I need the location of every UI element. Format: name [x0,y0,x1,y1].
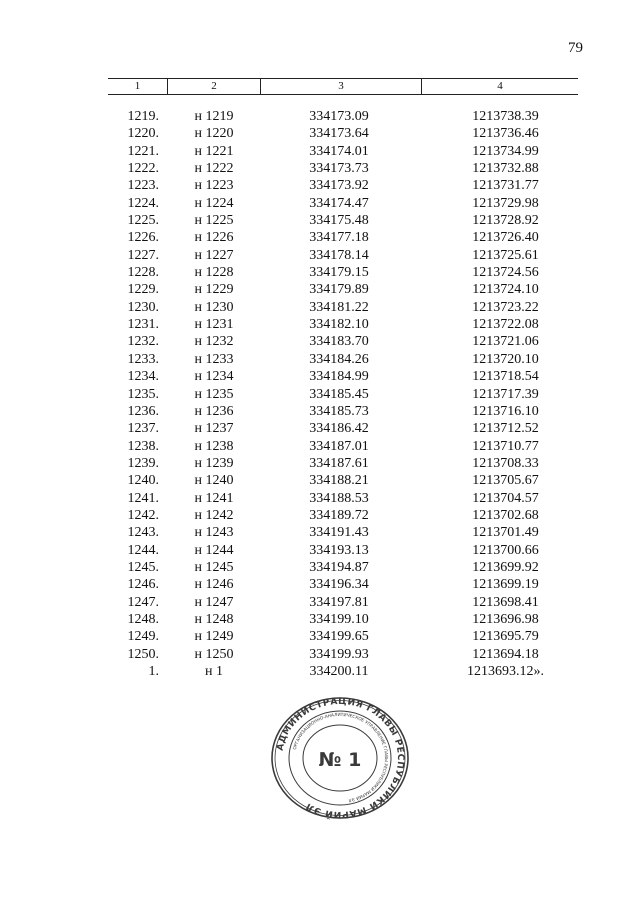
point-id: н 1 [205,664,223,679]
x-coordinate: 334197.81 [309,594,369,610]
point-id: н 1246 [194,577,234,593]
table-row [108,247,578,264]
point-id: н 1248 [194,611,234,627]
table-row [108,177,578,194]
table-row [108,559,578,576]
row-number: 1249. [127,629,159,645]
y-coordinate: 1213695.79 [472,629,539,645]
row-number: 1246. [127,577,159,593]
y-coordinate: 1213736.46 [472,126,539,142]
x-coordinate: 334173.92 [309,178,369,194]
point-id: н 1234 [194,369,234,385]
x-coordinate: 334174.47 [309,195,369,211]
point-id: н 1243 [194,525,234,541]
table-row [108,351,578,368]
x-coordinate: 334196.34 [309,577,369,593]
row-number: 1226. [127,230,159,246]
table-header [108,78,578,95]
point-id: н 1247 [194,594,234,610]
row-number: 1247. [127,594,159,610]
table-row [108,160,578,177]
x-coordinate: 334186.42 [309,421,369,437]
table-row [108,143,578,160]
row-number: 1234. [127,369,159,385]
point-id: н 1225 [194,213,234,229]
y-coordinate: 1213717.39 [472,386,539,402]
y-coordinate: 1213702.68 [472,507,539,523]
table-row [108,472,578,489]
row-number: 1232. [127,334,159,350]
point-id: н 1229 [194,282,234,298]
table-row [108,524,578,541]
y-coordinate: 1213725.61 [472,247,539,263]
y-coordinate: 1213734.99 [472,143,539,159]
table-row [108,108,578,125]
row-number: 1238. [127,438,159,454]
table-row [108,611,578,628]
row-number: 1237. [127,421,159,437]
x-coordinate: 334187.61 [309,455,369,471]
point-id: н 1228 [194,265,234,281]
row-number: 1233. [127,351,159,367]
x-coordinate: 334184.99 [309,369,369,385]
row-number: 1219. [127,109,159,124]
table-row [108,576,578,593]
x-coordinate: 334193.13 [309,542,369,558]
seal-number: № 1 [318,749,362,771]
y-coordinate: 1213723.22 [472,299,539,315]
row-number: 1227. [127,247,159,263]
table-row [108,594,578,611]
x-coordinate: 334177.18 [309,230,369,246]
x-coordinate: 334173.09 [309,109,369,124]
x-coordinate: 334194.87 [309,559,369,575]
row-number: 1250. [127,646,159,662]
y-coordinate: 1213738.39 [472,109,539,124]
table-row [108,646,578,663]
row-number: 1235. [127,386,159,402]
y-coordinate: 1213729.98 [472,195,539,211]
x-coordinate: 334184.26 [309,351,369,367]
point-id: н 1236 [194,403,234,419]
y-coordinate: 1213721.06 [472,334,539,350]
table-row [108,333,578,350]
column-header-1: 1 [108,79,168,94]
row-number: 1248. [127,611,159,627]
table-row [108,125,578,142]
x-coordinate: 334200.11 [309,664,369,679]
column-header-3: 3 [261,79,422,94]
y-coordinate: 1213701.49 [472,525,539,541]
row-number: 1241. [127,490,159,506]
y-coordinate: 1213732.88 [472,161,539,177]
point-id: н 1245 [194,559,234,575]
row-number: 1240. [127,473,159,489]
table-row [108,628,578,645]
table-row [108,386,578,403]
table-row [108,438,578,455]
x-coordinate: 334179.89 [309,282,369,298]
coordinates-table [108,108,578,680]
row-number: 1223. [127,178,159,194]
point-id: н 1230 [194,299,234,315]
point-id: н 1238 [194,438,234,454]
x-coordinate: 334188.21 [309,473,369,489]
x-coordinate: 334174.01 [309,143,369,159]
y-coordinate: 1213696.98 [472,611,539,627]
point-id: н 1219 [194,109,234,124]
point-id: н 1235 [194,386,234,402]
y-coordinate: 1213699.92 [472,559,539,575]
row-number: 1228. [127,265,159,281]
y-coordinate: 1213694.18 [472,646,539,662]
point-id: н 1227 [194,247,234,263]
y-coordinate: 1213718.54 [472,369,539,385]
row-number: 1245. [127,559,159,575]
x-coordinate: 334183.70 [309,334,369,350]
row-number: 1221. [127,143,159,159]
table-row [108,420,578,437]
point-id: н 1224 [194,195,234,211]
row-number: 1244. [127,542,159,558]
row-number: 1225. [127,213,159,229]
table-row [108,542,578,559]
y-coordinate: 1213724.56 [472,265,539,281]
x-coordinate: 334173.64 [309,126,369,142]
point-id: н 1249 [194,629,234,645]
point-id: н 1222 [194,161,234,177]
row-number: 1243. [127,525,159,541]
point-id: н 1239 [194,455,234,471]
table-row [108,455,578,472]
point-id: н 1220 [194,126,234,142]
x-coordinate: 334199.93 [309,646,369,662]
x-coordinate: 334189.72 [309,507,369,523]
row-number: 1231. [127,317,159,333]
point-id: н 1231 [194,317,234,333]
column-header-2: 2 [168,79,261,94]
point-id: н 1244 [194,542,234,558]
y-coordinate: 1213699.19 [472,577,539,593]
y-coordinate: 1213705.67 [472,473,539,489]
y-coordinate: 1213724.10 [472,282,539,298]
table-row [108,281,578,298]
row-number: 1222. [127,161,159,177]
x-coordinate: 334175.48 [309,213,369,229]
y-coordinate: 1213726.40 [472,230,539,246]
x-coordinate: 334185.73 [309,403,369,419]
y-coordinate: 1213728.92 [472,213,539,229]
x-coordinate: 334181.22 [309,299,369,315]
y-coordinate: 1213710.77 [472,438,539,454]
point-id: н 1250 [194,646,234,662]
point-id: н 1241 [194,490,234,506]
table-row [108,507,578,524]
point-id: н 1221 [194,143,234,159]
page-number: 79 [568,40,583,56]
table-row [108,195,578,212]
point-id: н 1242 [194,507,234,523]
row-number: 1. [148,664,159,679]
row-number: 1242. [127,507,159,523]
point-id: н 1237 [194,421,234,437]
y-coordinate: 1213708.33 [472,455,539,471]
table-row [108,490,578,507]
row-number: 1224. [127,195,159,211]
y-coordinate: 1213716.10 [472,403,539,419]
table-row [108,403,578,420]
seal-inner-text: ОРГАНИЗАЦИОННО-АНАЛИТИЧЕСКОЕ УПРАВЛЕНИЕ ГЛАВЫ РЕСПУБЛИКИ МАРИЙ ЭЛ [292,712,389,803]
point-id: н 1240 [194,473,234,489]
y-coordinate: 1213731.77 [472,178,539,194]
y-coordinate: 1213700.66 [472,542,539,558]
x-coordinate: 334188.53 [309,490,369,506]
row-number: 1236. [127,403,159,419]
row-number: 1229. [127,282,159,298]
column-header-4: 4 [497,80,503,92]
x-coordinate: 334199.10 [309,611,369,627]
x-coordinate: 334179.15 [309,265,369,281]
x-coordinate: 334191.43 [309,525,369,541]
table-row [108,316,578,333]
table-row [108,229,578,246]
x-coordinate: 334173.73 [309,161,369,177]
table-row [108,368,578,385]
point-id: н 1232 [194,334,234,350]
row-number: 1230. [127,299,159,315]
table-row [108,264,578,281]
y-coordinate: 1213698.41 [472,594,539,610]
y-coordinate: 1213720.10 [472,351,539,367]
official-seal [270,696,410,821]
point-id: н 1233 [194,351,234,367]
table-row [108,212,578,229]
y-coordinate: 1213704.57 [472,490,539,506]
x-coordinate: 334182.10 [309,317,369,333]
row-number: 1239. [127,455,159,471]
table-row [108,663,578,680]
table-row [108,299,578,316]
x-coordinate: 334199.65 [309,629,369,645]
y-coordinate: 1213693.12». [467,664,544,679]
x-coordinate: 334178.14 [309,247,369,263]
seal-outer-text: АДМИНИСТРАЦИЯ ГЛАВЫ РЕСПУБЛИКИ МАРИЙ ЭЛ [275,696,406,820]
point-id: н 1226 [194,230,234,246]
point-id: н 1223 [194,178,234,194]
y-coordinate: 1213722.08 [472,317,539,333]
y-coordinate: 1213712.52 [472,421,539,437]
x-coordinate: 334185.45 [309,386,369,402]
x-coordinate: 334187.01 [309,438,369,454]
row-number: 1220. [127,126,159,142]
